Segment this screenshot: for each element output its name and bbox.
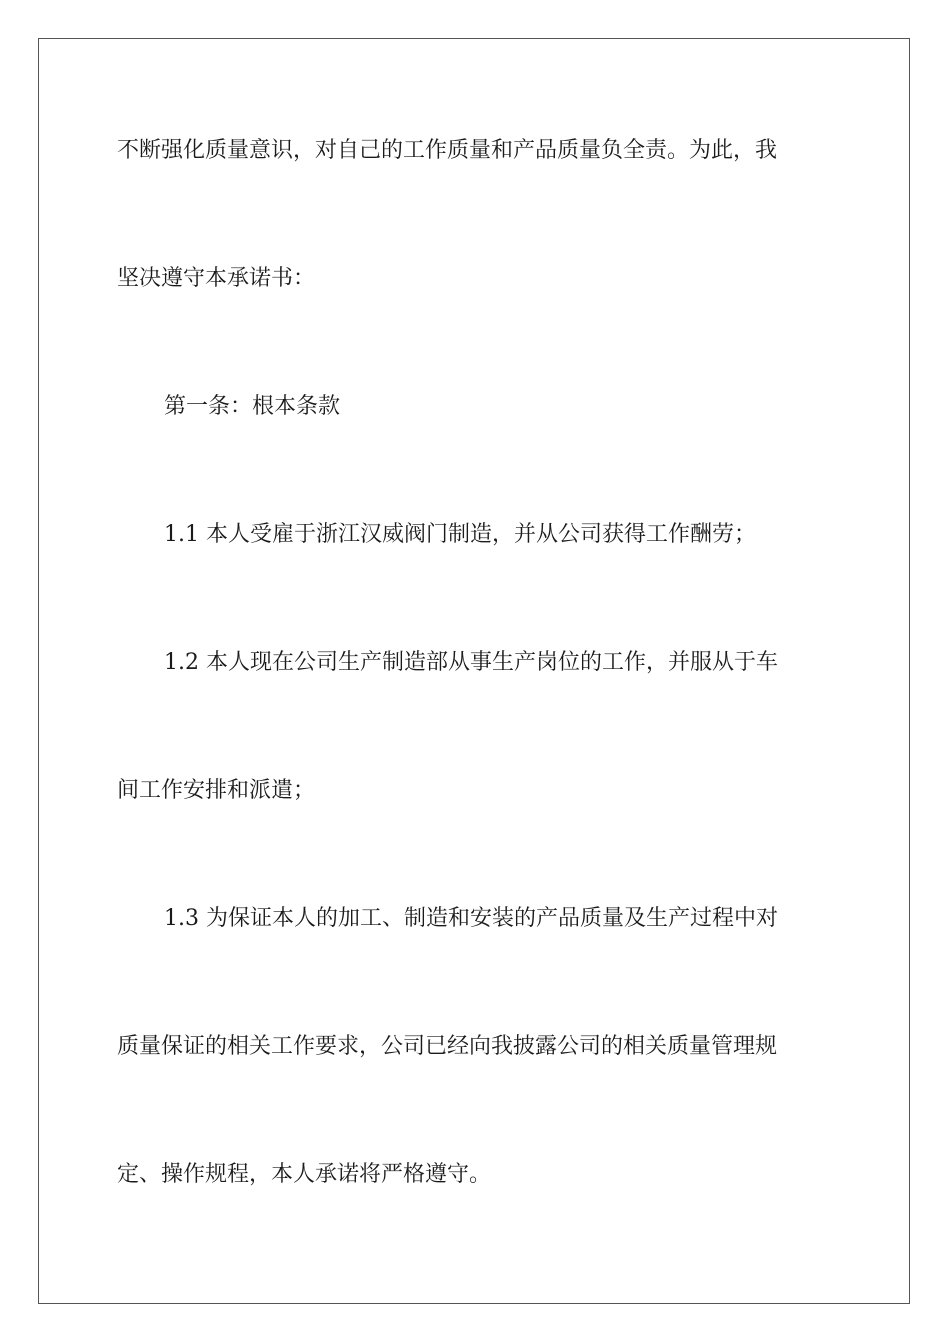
clause-1-1: 1.1 本人受雇于浙江汉威阀门制造，并从公司获得工作酬劳； (164, 522, 756, 547)
text-line: 定、操作规程，本人承诺将严格遵守。 (117, 1162, 492, 1187)
text-line: 不断强化质量意识，对自己的工作质量和产品质量负全责。为此，我 (117, 138, 778, 163)
clause-1-2: 1.2 本人现在公司生产制造部从事生产岗位的工作，并服从于车 (164, 650, 778, 675)
text-line: 间工作安排和派遣； (117, 778, 316, 803)
text-line: 坚决遵守本承诺书： (117, 266, 316, 291)
text-line: 质量保证的相关工作要求，公司已经向我披露公司的相关质量管理规 (117, 1034, 778, 1059)
section-heading: 第一条：根本条款 (164, 394, 341, 419)
document-body (117, 87, 837, 1239)
clause-1-3: 1.3 为保证本人的加工、制造和安装的产品质量及生产过程中对 (164, 906, 778, 931)
